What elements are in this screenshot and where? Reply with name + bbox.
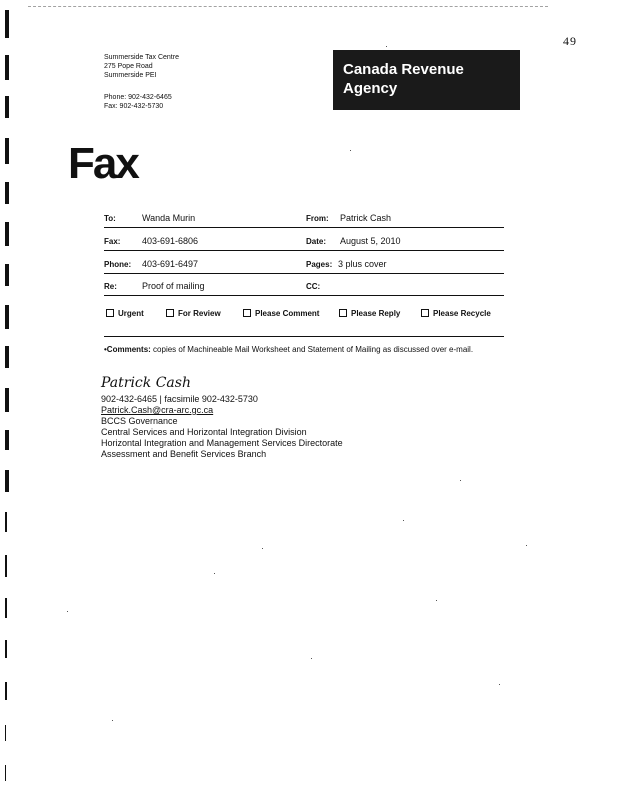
pages-value: 3 plus cover xyxy=(338,259,387,269)
fax-title: Fax xyxy=(68,139,138,188)
checkbox-please-reply[interactable] xyxy=(339,309,400,318)
field-row-phone-pages xyxy=(104,256,504,274)
phone-label: Phone: xyxy=(104,260,132,269)
field-rule xyxy=(104,273,504,274)
checkbox-label: Please Comment xyxy=(255,309,320,318)
field-rule xyxy=(104,227,504,228)
logo-line-1: Canada Revenue xyxy=(343,61,464,78)
signature-block xyxy=(101,394,343,460)
comments-label: •Comments: xyxy=(104,345,151,354)
sender-street: 275 Pope Road xyxy=(104,63,153,70)
fax-label: Fax: xyxy=(104,237,121,246)
checkbox-box[interactable] xyxy=(243,309,251,317)
field-row-fax-date xyxy=(104,233,504,251)
to-label: To: xyxy=(104,214,116,223)
cc-label: CC: xyxy=(306,282,321,291)
phone-value: 403-691-6497 xyxy=(142,259,199,269)
field-row-to-from xyxy=(104,210,504,228)
comments xyxy=(104,344,509,355)
pages-label: Pages: xyxy=(306,260,333,269)
date-value: August 5, 2010 xyxy=(340,236,401,246)
field-row-re-cc xyxy=(104,278,504,296)
checkbox-box[interactable] xyxy=(166,309,174,317)
scan-header-marks xyxy=(28,6,548,11)
checkbox-label: Please Reply xyxy=(351,309,401,318)
checkbox-label: Urgent xyxy=(118,309,144,318)
field-rule xyxy=(104,250,504,251)
checkbox-please-comment[interactable] xyxy=(243,309,319,318)
checkbox-urgent[interactable] xyxy=(106,309,144,318)
checkbox-box[interactable] xyxy=(421,309,429,317)
checkbox-label: For Review xyxy=(178,309,221,318)
sender-fax: Fax: 902-432-5730 xyxy=(104,103,164,110)
signature-line-4: Assessment and Benefit Services Branch xyxy=(101,449,267,459)
signature-line-2: Central Services and Horizontal Integration Division xyxy=(101,427,307,437)
to-value: Wanda Murin xyxy=(142,213,196,223)
signature-email[interactable]: Patrick.Cash@cra-arc.gc.ca xyxy=(101,405,214,415)
re-label: Re: xyxy=(104,282,117,291)
agency-logo xyxy=(333,50,520,110)
sender-office: Summerside Tax Centre xyxy=(104,54,179,61)
re-value: Proof of mailing xyxy=(142,281,205,291)
signature-line-3: Horizontal Integration and Management Services Directorate xyxy=(101,438,343,448)
comments-text: copies of Machineable Mail Worksheet and Statement of Mailing as discussed over e-mail. xyxy=(153,345,474,354)
scan-left-edge xyxy=(5,0,11,810)
signature-line-1: BCCS Governance xyxy=(101,416,178,426)
checkbox-box[interactable] xyxy=(339,309,347,317)
logo-line-2: Agency xyxy=(343,80,398,97)
signature-phones: 902-432-6465 | facsimile 902-432-5730 xyxy=(101,394,258,404)
field-rule xyxy=(104,295,504,296)
from-label: From: xyxy=(306,214,329,223)
handwritten-signature: Patrick Cash xyxy=(101,375,191,391)
sender-city: Summerside PEI xyxy=(104,72,157,79)
checkbox-rule xyxy=(104,336,504,337)
checkbox-for-review[interactable] xyxy=(166,309,221,318)
checkbox-label: Please Recycle xyxy=(433,309,491,318)
checkbox-please-recycle[interactable] xyxy=(421,309,491,318)
fax-value: 403-691-6806 xyxy=(142,236,199,246)
checkbox-box[interactable] xyxy=(106,309,114,317)
date-label: Date: xyxy=(306,237,327,246)
sender-phone: Phone: 902-432-6465 xyxy=(104,94,172,101)
page-number: 49 xyxy=(563,34,577,48)
sender-address xyxy=(104,53,179,111)
from-value: Patrick Cash xyxy=(340,213,392,223)
